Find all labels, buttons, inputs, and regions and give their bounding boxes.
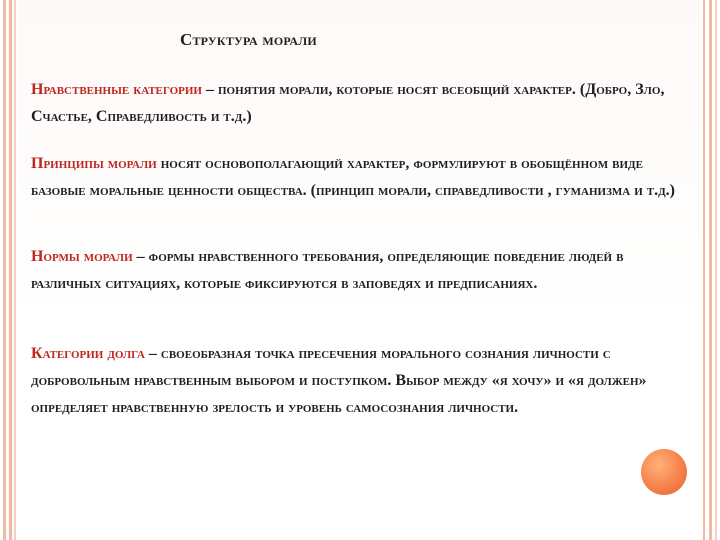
term-label: Категории долга <box>31 345 145 362</box>
right-border-stripe <box>703 0 705 540</box>
left-border-stripe <box>9 0 12 540</box>
paragraph-moral-categories <box>31 76 691 130</box>
left-border-stripe <box>3 0 6 540</box>
term-label: Нормы морали <box>31 248 133 265</box>
right-border-stripe <box>715 0 717 540</box>
paragraph-duty-categories <box>31 340 691 421</box>
decorative-orange-circle <box>641 449 687 495</box>
paragraph-text: – формы нравственного требования, определяющие поведение людей в различных ситуациях, которые фиксируются в заповедях и предписаниях. <box>31 248 624 292</box>
paragraph-moral-principles <box>31 150 691 204</box>
paragraph-moral-norms <box>31 243 691 297</box>
paragraph-text: носят основополагающий характер, формулируют в обобщённом виде базовые моральные ценности общества. (принцип морали, справедливости , гуманизма и т.д.) <box>31 155 676 199</box>
term-label: Нравственные категории <box>31 81 202 98</box>
paragraph-text: – своеобразная точка пресечения морального сознания личности с добровольным нравственным выбором и поступком. Выбор между «я хочу» и «я должен» определяет нравственную зрелость и уровень самосознания личности. <box>31 345 647 416</box>
right-border-stripe <box>709 0 712 540</box>
paragraph-text: – понятия морали, которые носят всеобщий характер. (Добро, Зло, Счастье, Справедливость и т.д.) <box>31 81 665 125</box>
term-label: Принципы морали <box>31 155 157 172</box>
slide-title: Структура морали <box>180 30 317 49</box>
left-border-stripe <box>14 0 16 540</box>
